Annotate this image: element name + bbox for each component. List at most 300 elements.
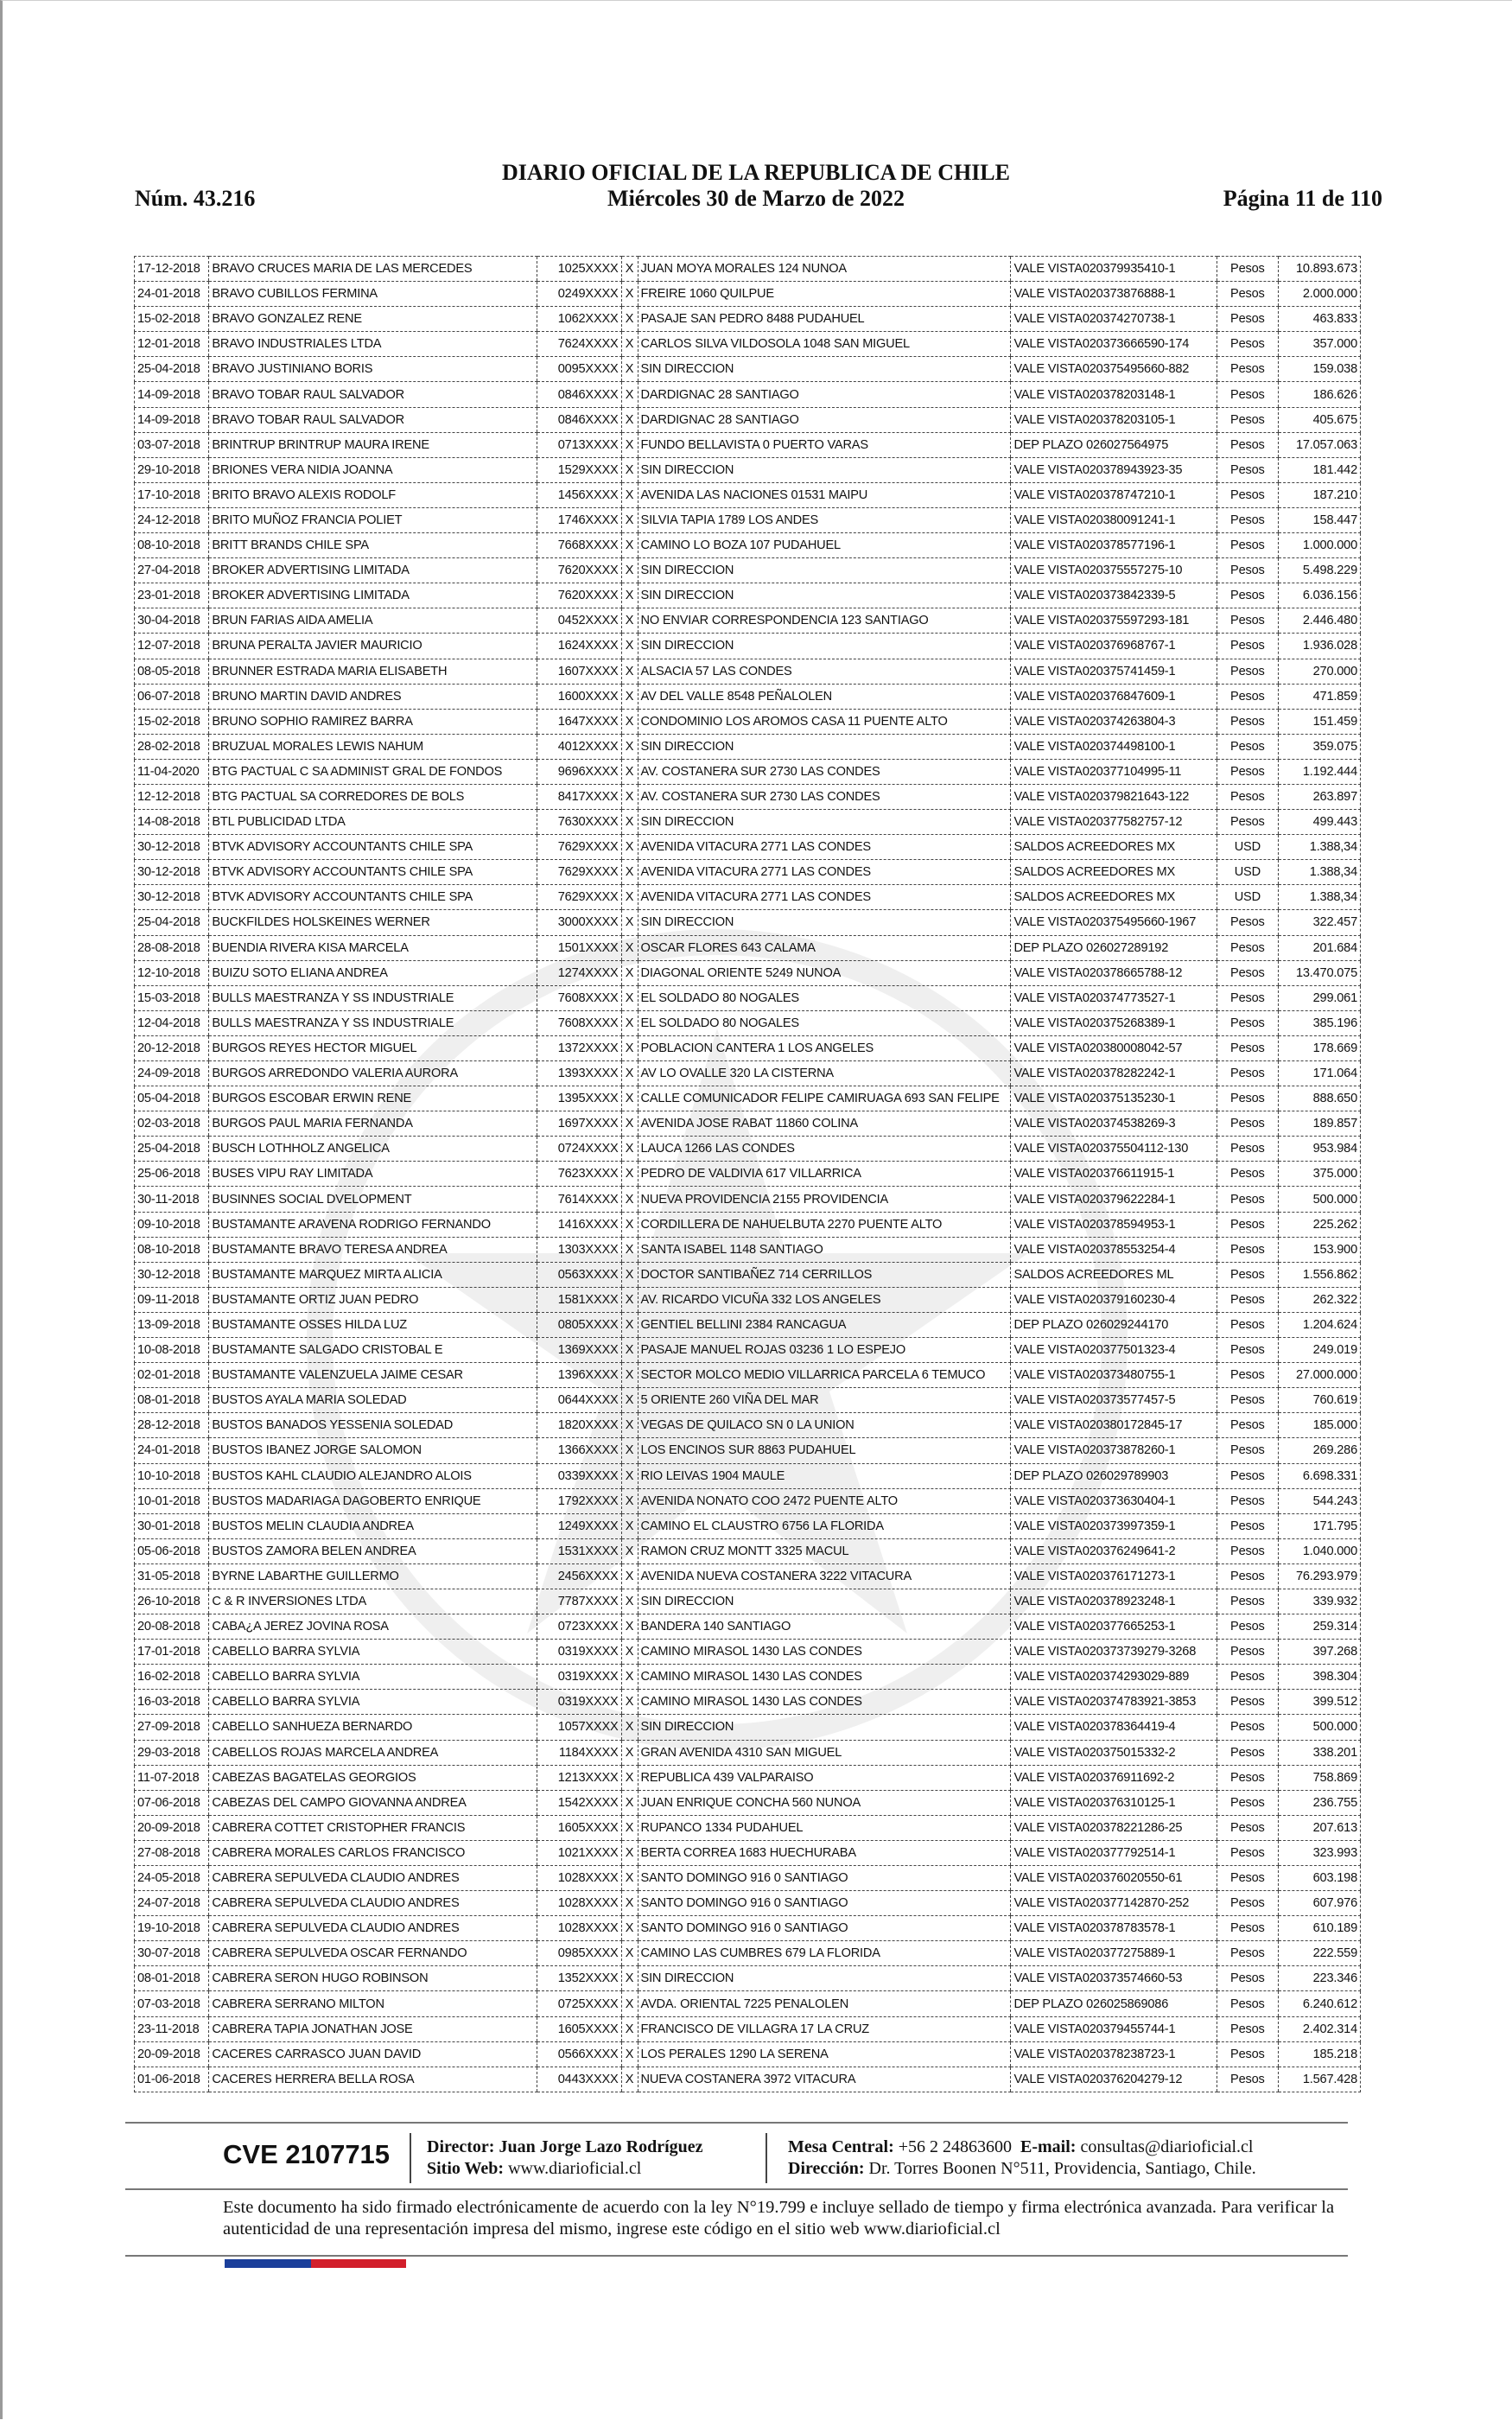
rut-cell: 7614XXXX — [537, 1187, 621, 1212]
currency-cell: Pesos — [1217, 1162, 1279, 1187]
address-cell: LOS PERALES 1290 LA SERENA — [638, 2041, 1011, 2067]
amount-cell: 338.201 — [1279, 1740, 1361, 1765]
name-cell: BUSTOS MADARIAGA DAGOBERTO ENRIQUE — [209, 1488, 537, 1513]
table-row — [135, 960, 1361, 985]
rut-cell: 0095XXXX — [537, 357, 621, 382]
amount-cell: 171.795 — [1279, 1513, 1361, 1538]
address-cell: AVENIDA NONATO COO 2472 PUENTE ALTO — [638, 1488, 1011, 1513]
amount-cell: 544.243 — [1279, 1488, 1361, 1513]
product-cell: VALE VISTA020376968767-1 — [1011, 634, 1217, 659]
table-row — [135, 1035, 1361, 1060]
product-cell: DEP PLAZO 026027564975 — [1011, 432, 1217, 457]
amount-cell: 1.936.028 — [1279, 634, 1361, 659]
amount-cell: 953.984 — [1279, 1137, 1361, 1162]
amount-cell: 185.218 — [1279, 2041, 1361, 2067]
date-cell: 09-11-2018 — [135, 1287, 209, 1312]
date-cell: 30-01-2018 — [135, 1513, 209, 1538]
mark-cell: X — [621, 1312, 638, 1337]
name-cell: CACERES CARRASCO JUAN DAVID — [209, 2041, 537, 2067]
address-cell: AVENIDA JOSE RABAT 11860 COLINA — [638, 1111, 1011, 1137]
mark-cell: X — [621, 257, 638, 282]
name-cell: BRUZUAL MORALES LEWIS NAHUM — [209, 734, 537, 759]
currency-cell: Pesos — [1217, 332, 1279, 357]
name-cell: CABELLOS ROJAS MARCELA ANDREA — [209, 1740, 537, 1765]
product-cell: VALE VISTA020373577457-5 — [1011, 1388, 1217, 1413]
rut-cell: 7668XXXX — [537, 533, 621, 558]
table-row — [135, 985, 1361, 1010]
product-cell: VALE VISTA020374263804-3 — [1011, 709, 1217, 734]
table-row — [135, 1891, 1361, 1916]
table-row — [135, 935, 1361, 960]
address-cell: AVENIDA VITACURA 2771 LAS CONDES — [638, 835, 1011, 860]
product-cell: VALE VISTA020377142870-252 — [1011, 1891, 1217, 1916]
amount-cell: 263.897 — [1279, 784, 1361, 809]
table-row — [135, 1866, 1361, 1891]
address-cell: FUNDO BELLAVISTA 0 PUERTO VARAS — [638, 432, 1011, 457]
rut-cell: 7608XXXX — [537, 1010, 621, 1035]
date-cell: 28-08-2018 — [135, 935, 209, 960]
name-cell: BUIZU SOTO ELIANA ANDREA — [209, 960, 537, 985]
mark-cell: X — [621, 1991, 638, 2016]
name-cell: BYRNE LABARTHE GUILLERMO — [209, 1563, 537, 1589]
address-cell: CORDILLERA DE NAHUELBUTA 2270 PUENTE ALTO — [638, 1212, 1011, 1237]
address-cell: AV. COSTANERA SUR 2730 LAS CONDES — [638, 759, 1011, 784]
date-cell: 12-07-2018 — [135, 634, 209, 659]
address-cell: BERTA CORREA 1683 HUECHURABA — [638, 1840, 1011, 1865]
rut-cell: 1025XXXX — [537, 257, 621, 282]
name-cell: CABRERA MORALES CARLOS FRANCISCO — [209, 1840, 537, 1865]
address-cell: AVENIDA LAS NACIONES 01531 MAIPU — [638, 482, 1011, 507]
address-cell: NUEVA COSTANERA 3972 VITACURA — [638, 2067, 1011, 2092]
name-cell: CABRERA SERON HUGO ROBINSON — [209, 1966, 537, 1991]
currency-cell: Pesos — [1217, 1765, 1279, 1790]
date-cell: 24-01-2018 — [135, 1438, 209, 1463]
name-cell: BRITO MUÑOZ FRANCIA POLIET — [209, 507, 537, 532]
table-row — [135, 432, 1361, 457]
product-cell: VALE VISTA020376611915-1 — [1011, 1162, 1217, 1187]
address-cell: AVDA. ORIENTAL 7225 PENALOLEN — [638, 1991, 1011, 2016]
date-cell: 27-04-2018 — [135, 558, 209, 583]
name-cell: BUSTOS AYALA MARIA SOLEDAD — [209, 1388, 537, 1413]
currency-cell: Pesos — [1217, 1035, 1279, 1060]
product-cell: SALDOS ACREEDORES MX — [1011, 835, 1217, 860]
mark-cell: X — [621, 885, 638, 910]
date-cell: 09-10-2018 — [135, 1212, 209, 1237]
address-cell: PEDRO DE VALDIVIA 617 VILLARRICA — [638, 1162, 1011, 1187]
date-cell: 08-10-2018 — [135, 1237, 209, 1262]
address-cell: CAMINO LO BOZA 107 PUDAHUEL — [638, 533, 1011, 558]
name-cell: BRUNO MARTIN DAVID ANDRES — [209, 684, 537, 709]
currency-cell: Pesos — [1217, 1563, 1279, 1589]
currency-cell: Pesos — [1217, 583, 1279, 608]
currency-cell: Pesos — [1217, 659, 1279, 684]
mark-cell: X — [621, 1866, 638, 1891]
email-link[interactable]: consultas@diarioficial.cl — [1080, 2137, 1254, 2156]
director-name: Director: Juan Jorge Lazo Rodríguez — [427, 2137, 703, 2156]
table-row — [135, 835, 1361, 860]
table-row — [135, 282, 1361, 307]
name-cell: CABRERA SERRANO MILTON — [209, 1991, 537, 2016]
address-cell: AVENIDA VITACURA 2771 LAS CONDES — [638, 860, 1011, 885]
rut-cell: 1542XXXX — [537, 1790, 621, 1815]
rut-cell: 1396XXXX — [537, 1363, 621, 1388]
name-cell: CABELLO BARRA SYLVIA — [209, 1640, 537, 1665]
mark-cell: X — [621, 1740, 638, 1765]
table-row — [135, 1262, 1361, 1287]
currency-cell: Pesos — [1217, 608, 1279, 634]
rut-cell: 0319XXXX — [537, 1640, 621, 1665]
name-cell: CABRERA SEPULVEDA CLAUDIO ANDRES — [209, 1866, 537, 1891]
name-cell: BRUNA PERALTA JAVIER MAURICIO — [209, 634, 537, 659]
currency-cell: Pesos — [1217, 1690, 1279, 1715]
mark-cell: X — [621, 1338, 638, 1363]
currency-cell: Pesos — [1217, 1010, 1279, 1035]
product-cell: VALE VISTA020378747210-1 — [1011, 482, 1217, 507]
amount-cell: 5.498.229 — [1279, 558, 1361, 583]
date-cell: 11-04-2020 — [135, 759, 209, 784]
table-row — [135, 1438, 1361, 1463]
rut-cell: 1792XXXX — [537, 1488, 621, 1513]
date-cell: 07-03-2018 — [135, 1991, 209, 2016]
currency-cell: Pesos — [1217, 1312, 1279, 1337]
rut-cell: 1369XXXX — [537, 1338, 621, 1363]
table-row — [135, 1916, 1361, 1941]
mark-cell: X — [621, 2067, 638, 2092]
currency-cell: Pesos — [1217, 533, 1279, 558]
mark-cell: X — [621, 1061, 638, 1086]
mark-cell: X — [621, 608, 638, 634]
contact-line — [788, 2137, 1256, 2158]
table-row — [135, 860, 1361, 885]
date-cell: 30-12-2018 — [135, 860, 209, 885]
amount-cell: 153.900 — [1279, 1237, 1361, 1262]
address-cell: JUAN MOYA MORALES 124 NUNOA — [638, 257, 1011, 282]
mark-cell: X — [621, 810, 638, 835]
mark-cell: X — [621, 1413, 638, 1438]
date-cell: 15-02-2018 — [135, 307, 209, 332]
date-cell: 12-04-2018 — [135, 1010, 209, 1035]
address-cell: PASAJE SAN PEDRO 8488 PUDAHUEL — [638, 307, 1011, 332]
rut-cell: 0249XXXX — [537, 282, 621, 307]
name-cell: BRAVO INDUSTRIALES LTDA — [209, 332, 537, 357]
website-link[interactable]: www.diarioficial.cl — [508, 2159, 642, 2178]
rut-cell: 1021XXXX — [537, 1840, 621, 1865]
date-cell: 15-03-2018 — [135, 985, 209, 1010]
name-cell: CABRERA COTTET CRISTOPHER FRANCIS — [209, 1815, 537, 1840]
rut-cell: 0319XXXX — [537, 1665, 621, 1690]
director-block — [427, 2137, 703, 2180]
mark-cell: X — [621, 282, 638, 307]
footer-mid-rule — [125, 2188, 1348, 2190]
product-cell: VALE VISTA020378665788-12 — [1011, 960, 1217, 985]
currency-cell: Pesos — [1217, 2041, 1279, 2067]
mark-cell: X — [621, 583, 638, 608]
date-cell: 08-01-2018 — [135, 1966, 209, 1991]
rut-cell: 1697XXXX — [537, 1111, 621, 1137]
table-row — [135, 1538, 1361, 1563]
rut-cell: 7629XXXX — [537, 885, 621, 910]
product-cell: VALE VISTA020378783578-1 — [1011, 1916, 1217, 1941]
name-cell: CABRERA SEPULVEDA OSCAR FERNANDO — [209, 1941, 537, 1966]
mark-cell: X — [621, 1916, 638, 1941]
mark-cell: X — [621, 332, 638, 357]
currency-cell: Pesos — [1217, 282, 1279, 307]
amount-cell: 225.262 — [1279, 1212, 1361, 1237]
date-cell: 08-05-2018 — [135, 659, 209, 684]
amount-cell: 13.470.075 — [1279, 960, 1361, 985]
name-cell: BUSTOS MELIN CLAUDIA ANDREA — [209, 1513, 537, 1538]
table-row — [135, 1740, 1361, 1765]
table-row — [135, 734, 1361, 759]
product-cell: VALE VISTA020378553254-4 — [1011, 1237, 1217, 1262]
currency-cell: Pesos — [1217, 734, 1279, 759]
mark-cell: X — [621, 910, 638, 935]
product-cell: VALE VISTA020376911692-2 — [1011, 1765, 1217, 1790]
address-cell: CAMINO MIRASOL 1430 LAS CONDES — [638, 1665, 1011, 1690]
product-cell: VALE VISTA020373739279-3268 — [1011, 1640, 1217, 1665]
address-cell: SILVIA TAPIA 1789 LOS ANDES — [638, 507, 1011, 532]
table-row — [135, 684, 1361, 709]
amount-cell: 207.613 — [1279, 1815, 1361, 1840]
amount-cell: 236.755 — [1279, 1790, 1361, 1815]
address-cell: POBLACION CANTERA 1 LOS ANGELES — [638, 1035, 1011, 1060]
amount-cell: 323.993 — [1279, 1840, 1361, 1865]
currency-cell: Pesos — [1217, 407, 1279, 432]
date-cell: 12-01-2018 — [135, 332, 209, 357]
date-cell: 28-02-2018 — [135, 734, 209, 759]
table-row — [135, 1765, 1361, 1790]
product-cell: VALE VISTA020373480755-1 — [1011, 1363, 1217, 1388]
table-row — [135, 1237, 1361, 1262]
rut-cell: 0846XXXX — [537, 407, 621, 432]
address-cell: SANTO DOMINGO 916 0 SANTIAGO — [638, 1891, 1011, 1916]
address-cell: LAUCA 1266 LAS CONDES — [638, 1137, 1011, 1162]
currency-cell: Pesos — [1217, 1262, 1279, 1287]
product-cell: VALE VISTA020375495660-882 — [1011, 357, 1217, 382]
currency-cell: Pesos — [1217, 1840, 1279, 1865]
product-cell: VALE VISTA020374498100-1 — [1011, 734, 1217, 759]
amount-cell: 259.314 — [1279, 1614, 1361, 1640]
name-cell: CABEZAS DEL CAMPO GIOVANNA ANDREA — [209, 1790, 537, 1815]
address-cell: SIN DIRECCION — [638, 910, 1011, 935]
table-row — [135, 2016, 1361, 2041]
product-cell: DEP PLAZO 026027289192 — [1011, 935, 1217, 960]
currency-cell: Pesos — [1217, 1891, 1279, 1916]
table-row — [135, 1966, 1361, 1991]
mark-cell: X — [621, 1589, 638, 1614]
table-row — [135, 357, 1361, 382]
date-cell: 14-08-2018 — [135, 810, 209, 835]
currency-cell: Pesos — [1217, 2016, 1279, 2041]
amount-cell: 222.559 — [1279, 1941, 1361, 1966]
currency-cell: Pesos — [1217, 935, 1279, 960]
amount-cell: 151.459 — [1279, 709, 1361, 734]
rut-cell: 1372XXXX — [537, 1035, 621, 1060]
table-row — [135, 1690, 1361, 1715]
table-row — [135, 1086, 1361, 1111]
mark-cell: X — [621, 1765, 638, 1790]
currency-cell: Pesos — [1217, 1287, 1279, 1312]
currency-cell: Pesos — [1217, 1866, 1279, 1891]
product-cell: VALE VISTA020373842339-5 — [1011, 583, 1217, 608]
rut-cell: 1303XXXX — [537, 1237, 621, 1262]
rut-cell: 7620XXXX — [537, 583, 621, 608]
name-cell: BULLS MAESTRANZA Y SS INDUSTRIALE — [209, 985, 537, 1010]
mark-cell: X — [621, 1212, 638, 1237]
name-cell: CACERES HERRERA BELLA ROSA — [209, 2067, 537, 2092]
name-cell: BRAVO GONZALEZ RENE — [209, 307, 537, 332]
rut-cell: 7608XXXX — [537, 985, 621, 1010]
product-cell: VALE VISTA020378221286-25 — [1011, 1815, 1217, 1840]
table-row — [135, 1815, 1361, 1840]
amount-cell: 10.893.673 — [1279, 257, 1361, 282]
currency-cell: Pesos — [1217, 1614, 1279, 1640]
name-cell: BUCKFILDES HOLSKEINES WERNER — [209, 910, 537, 935]
address-cell: AV. RICARDO VICUÑA 332 LOS ANGELES — [638, 1287, 1011, 1312]
address-cell: SIN DIRECCION — [638, 558, 1011, 583]
amount-cell: 405.675 — [1279, 407, 1361, 432]
rut-cell: 1647XXXX — [537, 709, 621, 734]
currency-cell: Pesos — [1217, 307, 1279, 332]
name-cell: BRAVO TOBAR RAUL SALVADOR — [209, 407, 537, 432]
rut-cell: 0724XXXX — [537, 1137, 621, 1162]
address-cell: DOCTOR SANTIBAÑEZ 714 CERRILLOS — [638, 1262, 1011, 1287]
rut-cell: 0985XXXX — [537, 1941, 621, 1966]
amount-cell: 500.000 — [1279, 1715, 1361, 1740]
rut-cell: 1501XXXX — [537, 935, 621, 960]
mark-cell: X — [621, 2016, 638, 2041]
address-text: Dr. Torres Boonen N°511, Providencia, Santiago, Chile. — [868, 2159, 1256, 2178]
table-row — [135, 608, 1361, 634]
date-cell: 25-06-2018 — [135, 1162, 209, 1187]
table-row — [135, 307, 1361, 332]
name-cell: BRUNNER ESTRADA MARIA ELISABETH — [209, 659, 537, 684]
name-cell: BUSTAMANTE MARQUEZ MIRTA ALICIA — [209, 1262, 537, 1287]
table-row — [135, 1840, 1361, 1865]
name-cell: BTVK ADVISORY ACCOUNTANTS CHILE SPA — [209, 885, 537, 910]
amount-cell: 17.057.063 — [1279, 432, 1361, 457]
currency-cell: Pesos — [1217, 1463, 1279, 1488]
name-cell: BURGOS ESCOBAR ERWIN RENE — [209, 1086, 537, 1111]
table-row — [135, 1187, 1361, 1212]
amount-cell: 186.626 — [1279, 382, 1361, 407]
name-cell: BRAVO JUSTINIANO BORIS — [209, 357, 537, 382]
rut-cell: 1600XXXX — [537, 684, 621, 709]
amount-cell: 6.036.156 — [1279, 583, 1361, 608]
mark-cell: X — [621, 734, 638, 759]
name-cell: BUSCH LOTHHOLZ ANGELICA — [209, 1137, 537, 1162]
currency-cell: Pesos — [1217, 634, 1279, 659]
name-cell: BUSTOS ZAMORA BELEN ANDREA — [209, 1538, 537, 1563]
rut-cell: 1352XXXX — [537, 1966, 621, 1991]
address-cell: VEGAS DE QUILACO SN 0 LA UNION — [638, 1413, 1011, 1438]
address-cell: LOS ENCINOS SUR 8863 PUDAHUEL — [638, 1438, 1011, 1463]
currency-cell: Pesos — [1217, 482, 1279, 507]
amount-cell: 249.019 — [1279, 1338, 1361, 1363]
mark-cell: X — [621, 1563, 638, 1589]
date-cell: 31-05-2018 — [135, 1563, 209, 1589]
rut-cell: 1184XXXX — [537, 1740, 621, 1765]
name-cell: BUSTOS BANADOS YESSENIA SOLEDAD — [209, 1413, 537, 1438]
chile-flag-stripe — [225, 2259, 406, 2268]
rut-cell: 1366XXXX — [537, 1438, 621, 1463]
product-cell: VALE VISTA020373997359-1 — [1011, 1513, 1217, 1538]
table-row — [135, 1287, 1361, 1312]
product-cell: VALE VISTA020380091241-1 — [1011, 507, 1217, 532]
amount-cell: 201.684 — [1279, 935, 1361, 960]
table-row — [135, 1640, 1361, 1665]
product-cell: VALE VISTA020378943923-35 — [1011, 457, 1217, 482]
date-cell: 10-01-2018 — [135, 1488, 209, 1513]
table-row — [135, 1513, 1361, 1538]
mark-cell: X — [621, 835, 638, 860]
table-row — [135, 1338, 1361, 1363]
rut-cell: 3000XXXX — [537, 910, 621, 935]
rut-cell: 1395XXXX — [537, 1086, 621, 1111]
rut-cell: 1529XXXX — [537, 457, 621, 482]
rut-cell: 1607XXXX — [537, 659, 621, 684]
table-row — [135, 533, 1361, 558]
address-cell: SIN DIRECCION — [638, 810, 1011, 835]
rut-cell: 1531XXXX — [537, 1538, 621, 1563]
date-cell: 30-12-2018 — [135, 885, 209, 910]
mark-cell: X — [621, 2041, 638, 2067]
currency-cell: Pesos — [1217, 1388, 1279, 1413]
product-cell: VALE VISTA020377665253-1 — [1011, 1614, 1217, 1640]
address-cell: CAMINO MIRASOL 1430 LAS CONDES — [638, 1690, 1011, 1715]
amount-cell: 1.204.624 — [1279, 1312, 1361, 1337]
product-cell: SALDOS ACREEDORES MX — [1011, 885, 1217, 910]
date-cell: 17-10-2018 — [135, 482, 209, 507]
rut-cell: 1274XXXX — [537, 960, 621, 985]
currency-cell: Pesos — [1217, 960, 1279, 985]
name-cell: BROKER ADVERTISING LIMITADA — [209, 583, 537, 608]
table-row — [135, 482, 1361, 507]
address-cell: FRANCISCO DE VILLAGRA 17 LA CRUZ — [638, 2016, 1011, 2041]
address-cell: SIN DIRECCION — [638, 357, 1011, 382]
table-row — [135, 332, 1361, 357]
date-cell: 17-01-2018 — [135, 1640, 209, 1665]
name-cell: BRAVO CUBILLOS FERMINA — [209, 282, 537, 307]
table-row — [135, 784, 1361, 809]
currency-cell: USD — [1217, 885, 1279, 910]
website-label: Sitio Web: — [427, 2159, 505, 2178]
date-cell: 01-06-2018 — [135, 2067, 209, 2092]
product-cell: VALE VISTA020377104995-11 — [1011, 759, 1217, 784]
product-cell: SALDOS ACREEDORES ML — [1011, 1262, 1217, 1287]
website-line — [427, 2158, 703, 2180]
address-line — [788, 2158, 1256, 2180]
currency-cell: Pesos — [1217, 1488, 1279, 1513]
rut-cell: 1746XXXX — [537, 507, 621, 532]
currency-cell: Pesos — [1217, 1790, 1279, 1815]
name-cell: BUSTOS KAHL CLAUDIO ALEJANDRO ALOIS — [209, 1463, 537, 1488]
product-cell: VALE VISTA020379821643-122 — [1011, 784, 1217, 809]
address-cell: AVENIDA NUEVA COSTANERA 3222 VITACURA — [638, 1563, 1011, 1589]
rut-cell: 7629XXXX — [537, 835, 621, 860]
product-cell: VALE VISTA020373876888-1 — [1011, 282, 1217, 307]
rut-cell: 7624XXXX — [537, 332, 621, 357]
product-cell: VALE VISTA020378203105-1 — [1011, 407, 1217, 432]
address-cell: CALLE COMUNICADOR FELIPE CAMIRUAGA 693 SAN FELIPE — [638, 1086, 1011, 1111]
name-cell: BUSTAMANTE SALGADO CRISTOBAL E — [209, 1338, 537, 1363]
name-cell: BROKER ADVERTISING LIMITADA — [209, 558, 537, 583]
name-cell: CABRERA TAPIA JONATHAN JOSE — [209, 2016, 537, 2041]
name-cell: BUSTAMANTE ORTIZ JUAN PEDRO — [209, 1287, 537, 1312]
currency-cell: Pesos — [1217, 1513, 1279, 1538]
amount-cell: 223.346 — [1279, 1966, 1361, 1991]
rut-cell: 2456XXXX — [537, 1563, 621, 1589]
